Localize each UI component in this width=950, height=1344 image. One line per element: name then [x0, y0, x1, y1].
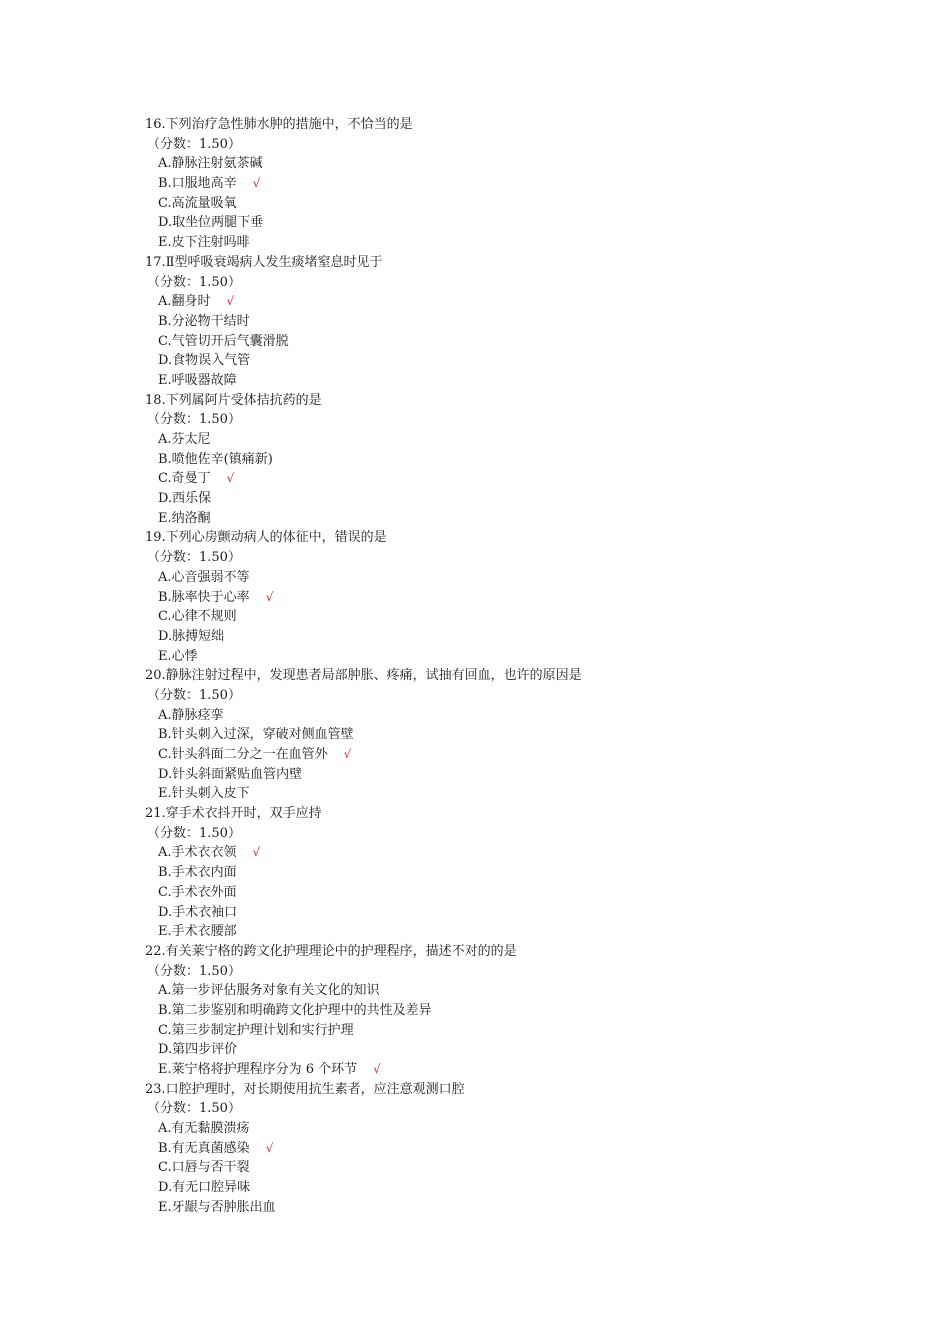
answer-option-text: B.针头刺入过深，穿破对侧血管壁 [158, 727, 354, 743]
answer-option-text: A.第一步评估服务对象有关文化的知识 [158, 983, 380, 999]
answer-option-text: B.分泌物干结时 [158, 313, 250, 329]
correct-check-icon: √ [226, 294, 235, 309]
answer-option-text: B.第二步鉴别和明确跨文化护理中的共性及差异 [158, 1002, 432, 1018]
answer-option [145, 351, 865, 371]
answer-option-text: D.针头斜面紧贴血管内壁 [158, 766, 303, 782]
answer-option-text: A.手术衣衣领 [158, 845, 237, 861]
answer-option-text: D.取坐位两腿下垂 [158, 215, 264, 231]
answer-option-text: C.口唇与否干裂 [158, 1160, 250, 1176]
question-block [145, 1080, 865, 1218]
answer-option [145, 509, 865, 529]
answer-option-text: E.针头刺入皮下 [158, 786, 250, 802]
answer-option [145, 922, 865, 942]
answer-option-text: D.有无口腔异味 [158, 1180, 251, 1196]
question-score: （分数：1.50） [147, 687, 241, 703]
question-score: （分数：1.50） [147, 136, 241, 152]
answer-option [145, 1040, 865, 1060]
correct-check-icon: √ [373, 1062, 381, 1076]
answer-option [145, 843, 865, 863]
answer-option-text: D.手术衣袖口 [158, 904, 238, 920]
answer-option [145, 1178, 865, 1198]
answer-option [145, 1119, 865, 1139]
answer-option-text: B.脉率快于心率 [158, 589, 250, 605]
question-stem: 18.下列属阿片受体拮抗药的是 [145, 392, 322, 408]
question-stem: 19.下列心房颤动病人的体征中，错误的是 [145, 530, 387, 546]
correct-check-icon: √ [226, 471, 235, 486]
answer-option [145, 745, 865, 765]
answer-option-text: B.手术衣内面 [158, 865, 237, 881]
answer-option [145, 430, 865, 450]
correct-check-icon: √ [252, 845, 261, 860]
answer-option [145, 292, 865, 312]
question-score: （分数：1.50） [147, 274, 241, 290]
question-block [145, 528, 865, 666]
answer-option [145, 706, 865, 726]
answer-option [145, 1001, 865, 1021]
question-stem: 21.穿手术衣抖开时，双手应持 [145, 806, 322, 822]
answer-option [145, 174, 865, 194]
answer-option [145, 213, 865, 233]
question-stem: 22.有关莱宁格的跨文化护理理论中的护理程序，描述不对的的是 [145, 943, 517, 959]
answer-option [145, 863, 865, 883]
correct-check-icon: √ [265, 1140, 274, 1155]
question-block [145, 253, 865, 391]
answer-option [145, 725, 865, 745]
question-score: （分数：1.50） [147, 412, 241, 428]
answer-option-text: B.喷他佐辛(镇痛新) [158, 451, 273, 467]
answer-option-text: E.心悸 [158, 648, 198, 664]
answer-option-text: D.第四步评价 [158, 1042, 238, 1058]
answer-option [145, 647, 865, 667]
question-score: （分数：1.50） [147, 825, 241, 841]
answer-option-text: A.心音强弱不等 [158, 569, 250, 585]
answer-option-text: C.心律不规则 [158, 609, 237, 625]
answer-option [145, 469, 865, 489]
answer-option [145, 1139, 865, 1159]
answer-option [145, 568, 865, 588]
answer-option [145, 154, 865, 174]
answer-option-text: B.口服地高辛 [158, 176, 237, 192]
question-score: （分数：1.50） [147, 963, 241, 979]
question-stem: 17.Ⅱ型呼吸衰竭病人发生痰堵窒息时见于 [145, 254, 383, 270]
answer-option-text: C.针头斜面二分之一在血管外 [158, 747, 328, 762]
answer-option-text: A.有无黏膜溃疡 [158, 1121, 250, 1137]
correct-check-icon: √ [252, 176, 261, 191]
question-block [145, 942, 865, 1080]
answer-option [145, 903, 865, 923]
question-score: （分数：1.50） [147, 1101, 241, 1117]
question-stem: 23.口腔护理时，对长期使用抗生素者，应注意观测口腔 [145, 1081, 465, 1097]
answer-option-text: E.呼吸器故障 [158, 372, 237, 388]
answer-option [145, 588, 865, 608]
answer-option-text: C.高流量吸氧 [158, 195, 237, 211]
answer-option-text: E.纳洛酮 [158, 510, 211, 526]
question-block [145, 666, 865, 804]
answer-option [145, 627, 865, 647]
correct-check-icon: √ [265, 589, 274, 604]
answer-option [145, 194, 865, 214]
answer-option [145, 1198, 865, 1218]
answer-option-text: D.脉搏短绌 [158, 628, 225, 644]
answer-option-text: C.气管切开后气囊滑脱 [158, 333, 289, 349]
answer-option [145, 1060, 865, 1080]
answer-option-text: D.食物误入气管 [158, 353, 251, 369]
answer-option [145, 312, 865, 332]
answer-option-text: B.有无真菌感染 [158, 1140, 250, 1156]
answer-option-text: E.牙龈与否肿胀出血 [158, 1199, 276, 1215]
answer-option [145, 1021, 865, 1041]
answer-option-text: A.翻身时 [158, 294, 211, 310]
answer-option-text: A.芬太尼 [158, 432, 211, 447]
question-stem: 16.下列治疗急性肺水肿的措施中，不恰当的是 [145, 117, 413, 132]
answer-option-text: E.皮下注射吗啡 [158, 235, 250, 251]
answer-option [145, 883, 865, 903]
answer-option-text: C.手术衣外面 [158, 884, 237, 900]
correct-check-icon: √ [343, 747, 352, 761]
question-list [145, 115, 865, 1218]
question-block [145, 804, 865, 942]
answer-option [145, 981, 865, 1001]
answer-option [145, 332, 865, 352]
answer-option [145, 784, 865, 804]
answer-option-text: E.莱宁格将护理程序分为 6 个环节 [158, 1062, 358, 1077]
answer-option-text: C.第三步制定护理计划和实行护理 [158, 1022, 354, 1038]
answer-option-text: E.手术衣腰部 [158, 924, 237, 940]
answer-option [145, 765, 865, 785]
answer-option [145, 1158, 865, 1178]
answer-option [145, 489, 865, 509]
answer-option-text: D.西乐保 [158, 491, 212, 507]
answer-option [145, 450, 865, 470]
answer-option [145, 607, 865, 627]
answer-option-text: A.静脉注射氨茶碱 [158, 156, 263, 172]
question-block [145, 115, 865, 253]
question-stem: 20.静脉注射过程中，发现患者局部肿胀、疼痛，试抽有回血，也许的原因是 [145, 668, 582, 684]
answer-option [145, 233, 865, 253]
question-block [145, 391, 865, 529]
question-score: （分数：1.50） [147, 550, 241, 566]
answer-option-text: A.静脉痉挛 [158, 707, 224, 723]
answer-option [145, 371, 865, 391]
answer-option-text: C.奇曼丁 [158, 471, 211, 487]
